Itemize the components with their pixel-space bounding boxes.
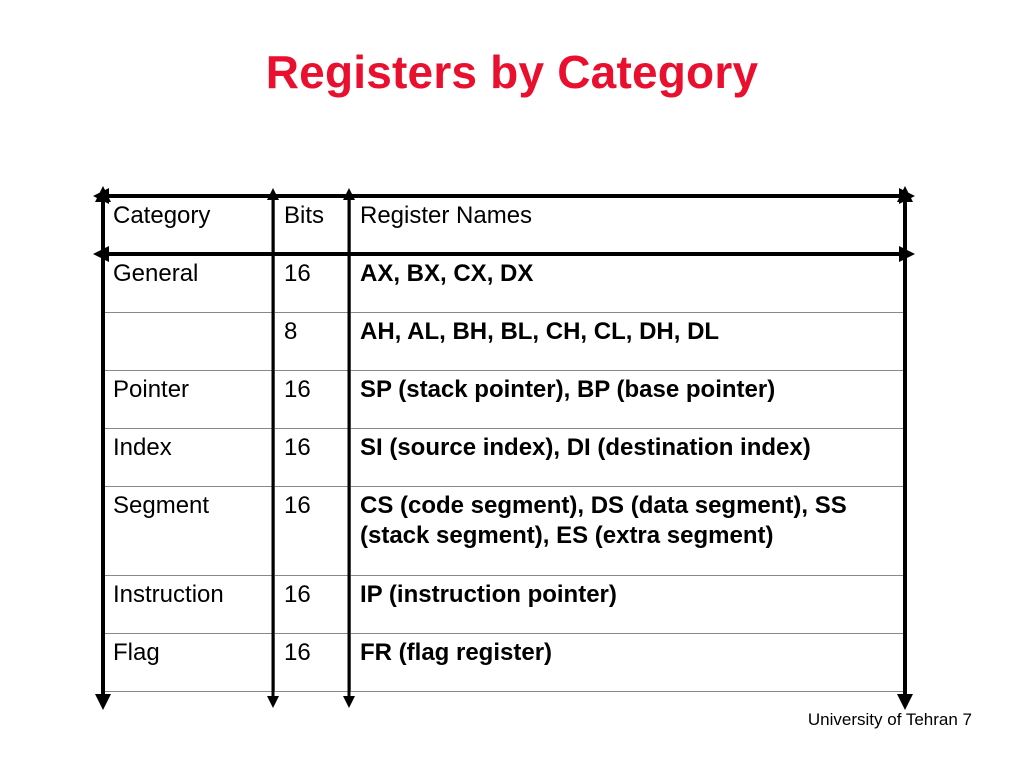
registers-table [103,196,905,692]
row-category: Pointer [104,371,275,429]
table-row [104,576,905,634]
slide-title: Registers by Category [265,46,759,98]
row-category: Instruction [104,576,275,634]
row-category: Index [104,429,275,487]
row-register-names: AH, AL, BH, BL, CH, CL, DH, DL [351,313,905,371]
row-bits: 16 [275,634,351,692]
row-bits: 16 [275,487,351,576]
table-row [104,634,905,692]
table-row [104,429,905,487]
row-category: General [104,255,275,313]
row-register-names: SP (stack pointer), BP (base pointer) [351,371,905,429]
table-row [104,255,905,313]
row-category: Flag [104,634,275,692]
row-register-names: CS (code segment), DS (data segment), SS (stack segment), ES (extra segment) [351,487,905,576]
header-category: Category [104,197,275,255]
row-bits: 16 [275,255,351,313]
table-header-row [104,197,905,255]
row-category [104,313,275,371]
row-register-names: AX, BX, CX, DX [351,255,905,313]
footer-text: University of Tehran 7 [807,710,972,729]
table-row [104,371,905,429]
header-register-names: Register Names [351,197,905,255]
header-bits: Bits [275,197,351,255]
row-category: Segment [104,487,275,576]
row-bits: 8 [275,313,351,371]
row-register-names: SI (source index), DI (destination index) [351,429,905,487]
table-row [104,487,905,576]
table-row [104,313,905,371]
row-register-names: IP (instruction pointer) [351,576,905,634]
row-register-names: FR (flag register) [351,634,905,692]
row-bits: 16 [275,429,351,487]
row-bits: 16 [275,576,351,634]
row-bits: 16 [275,371,351,429]
